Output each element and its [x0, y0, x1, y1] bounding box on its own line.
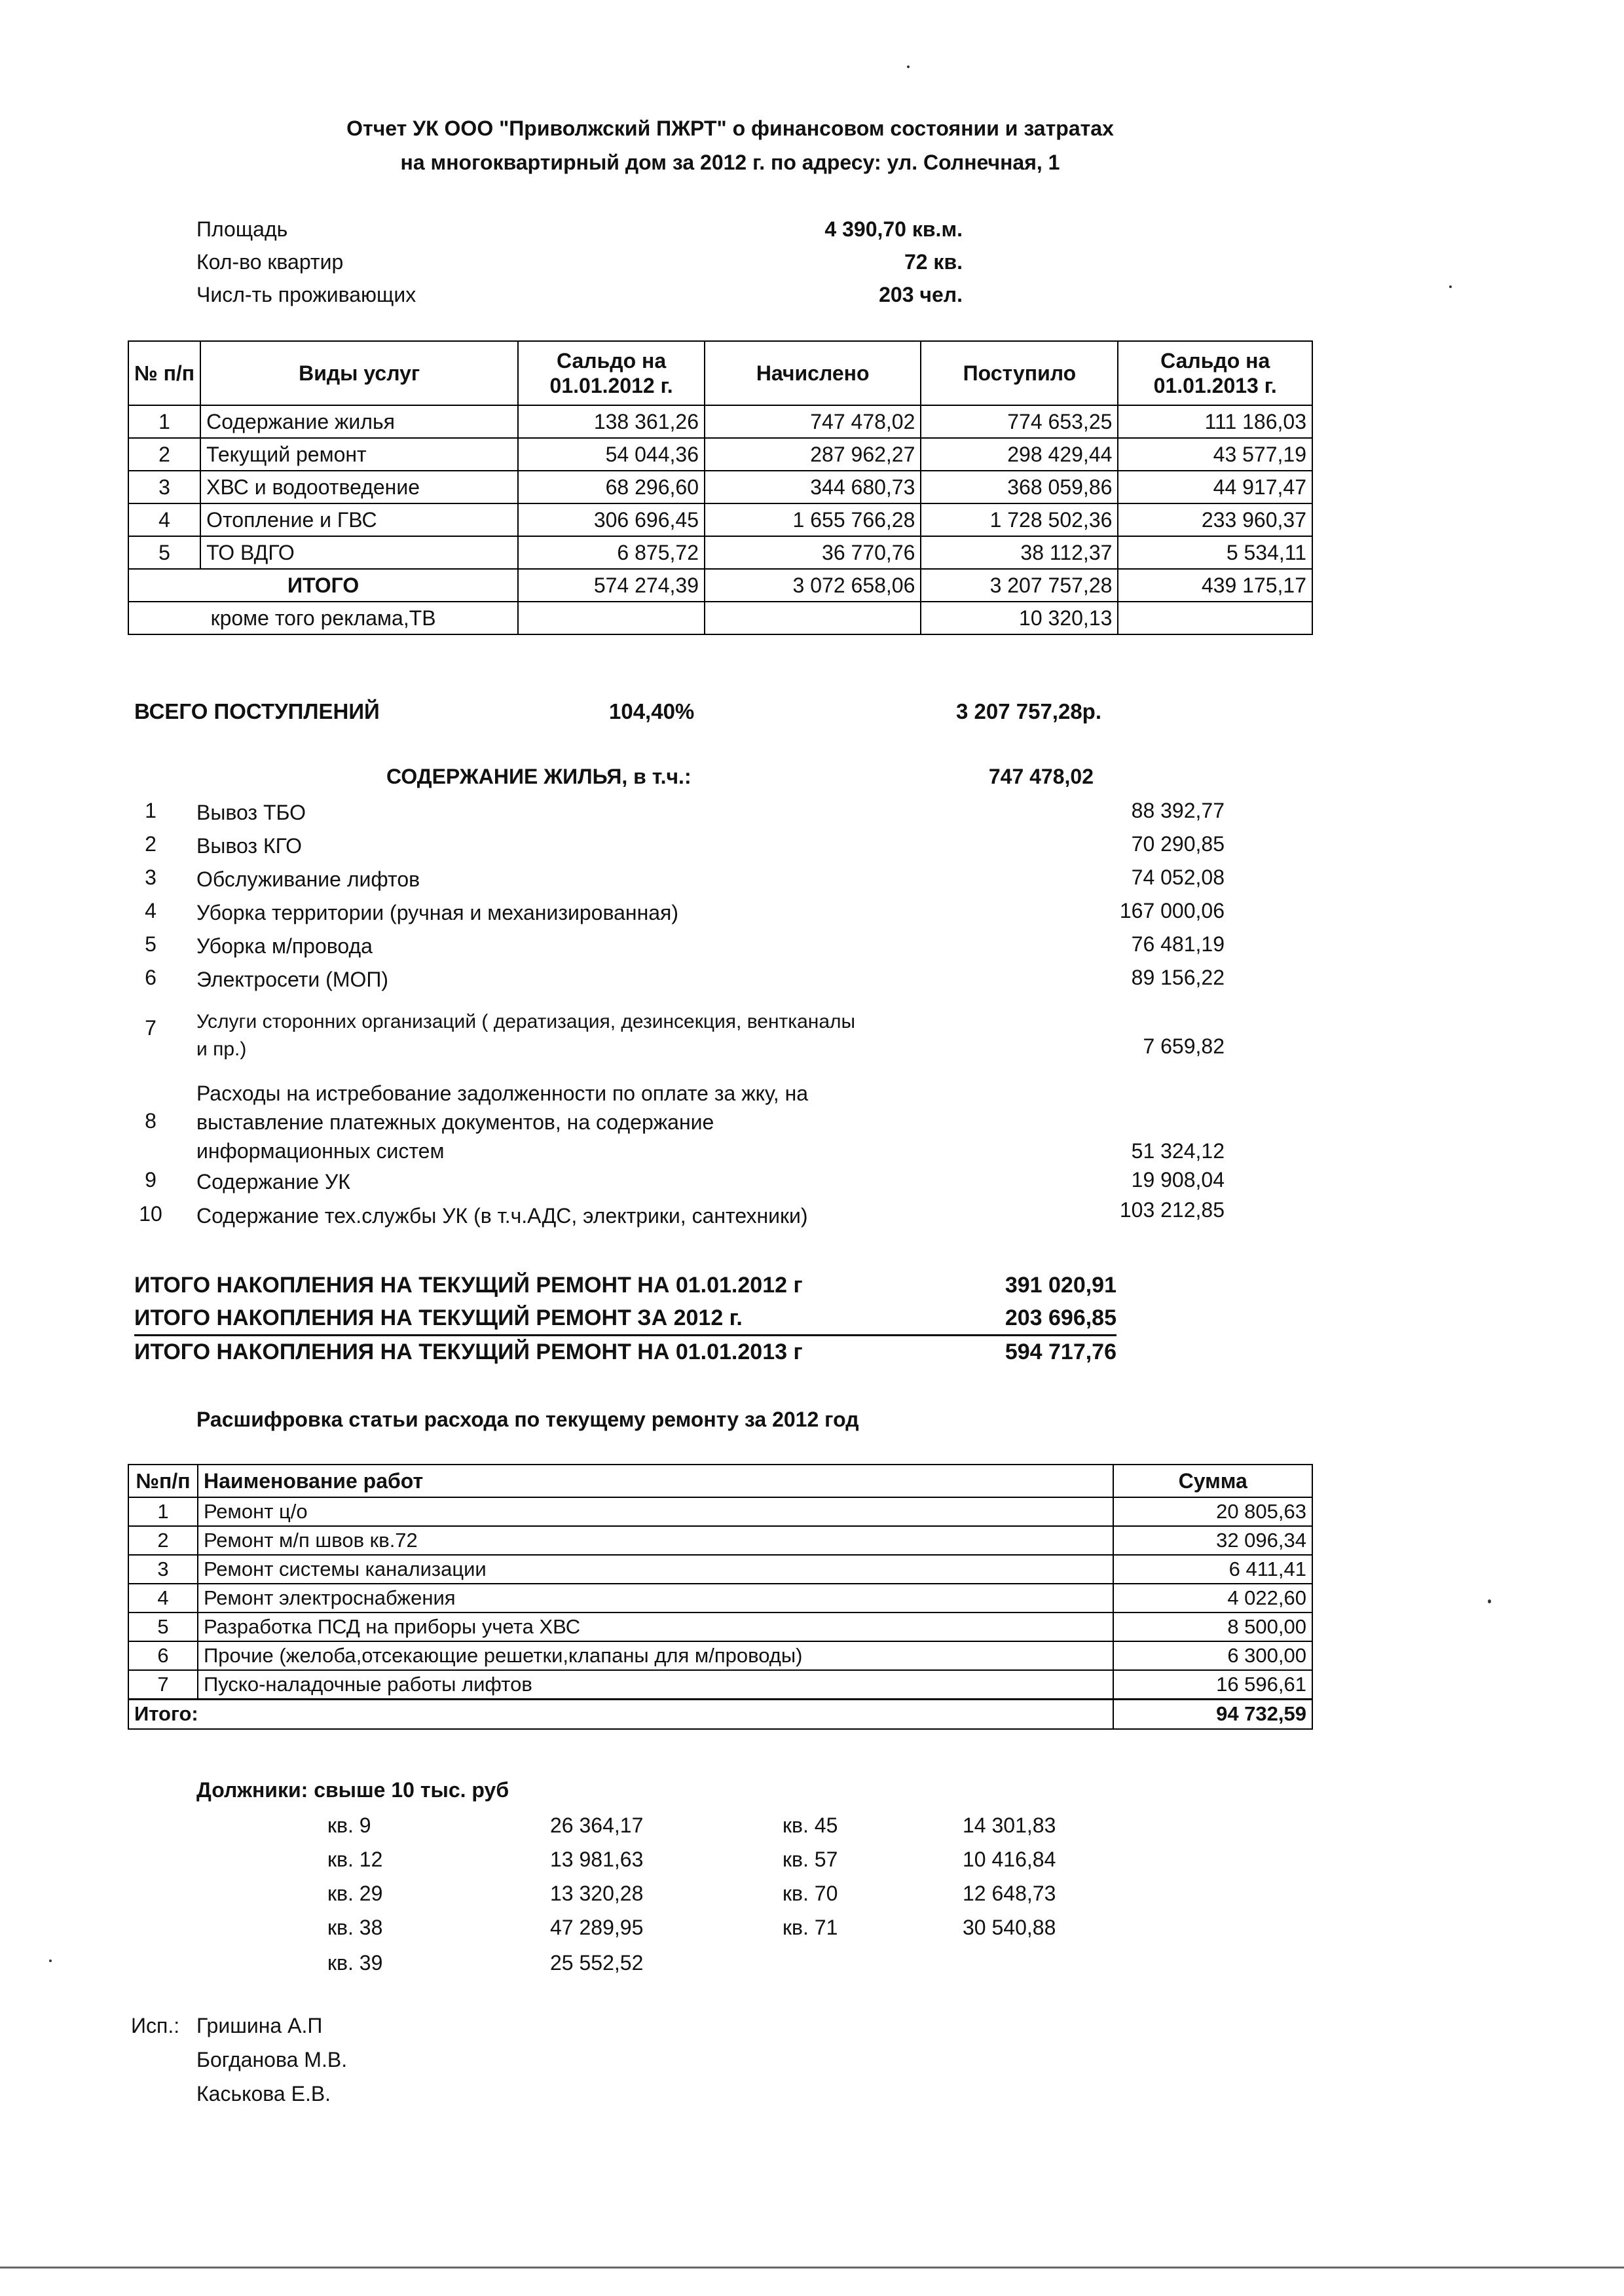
table-row: [128, 405, 1312, 438]
table-row: [128, 1497, 1312, 1526]
cell: 4 022,60: [1113, 1584, 1312, 1613]
item-number: 3: [145, 866, 157, 889]
table-row: [128, 503, 1312, 536]
info-area-value: 4 390,70 кв.м.: [824, 217, 963, 241]
cell: 68 296,60: [518, 471, 705, 503]
debtor-apartment: кв. 29: [327, 1882, 383, 1905]
cell: 43 577,19: [1118, 438, 1312, 471]
scan-speck: [1488, 1599, 1491, 1603]
cell: 233 960,37: [1118, 503, 1312, 536]
maintenance-total: 747 478,02: [988, 765, 1094, 788]
cell: 368 059,86: [921, 471, 1118, 503]
item-number: 4: [145, 899, 157, 922]
repair-title: Расшифровка статьи расхода по текущему ремонту за 2012 год: [196, 1408, 859, 1431]
table-row: [128, 1670, 1312, 1699]
repair-total-value: 94 732,59: [1113, 1699, 1312, 1729]
item-text: Вывоз КГО: [196, 834, 303, 858]
executor-name: Гришина А.П: [196, 2014, 323, 2037]
cell: [518, 602, 705, 634]
item-number: 8: [145, 1109, 157, 1133]
debtor-sum: 30 540,88: [963, 1916, 1056, 1939]
cell: 20 805,63: [1113, 1497, 1312, 1526]
debtor-apartment: кв. 39: [327, 1951, 383, 1975]
item-value: 7 659,82: [1143, 1034, 1225, 1058]
debtor-apartment: кв. 57: [783, 1848, 838, 1871]
cell: Содержание жилья: [200, 405, 518, 438]
col-header-charged: Начислено: [705, 341, 921, 405]
cell: Прочие (желоба,отсекающие решетки,клапаны для м/проводы): [198, 1641, 1113, 1670]
item-number: 9: [145, 1168, 157, 1192]
receipts-amount: 3 207 757,28р.: [956, 699, 1102, 723]
cell: Разработка ПСД на приборы учета ХВС: [198, 1613, 1113, 1641]
debtor-apartment: кв. 45: [783, 1813, 838, 1837]
cell: 287 962,27: [705, 438, 921, 471]
col-header-received: Поступило: [921, 341, 1118, 405]
extra-label: кроме того реклама,ТВ: [128, 602, 518, 634]
table-row: [128, 536, 1312, 569]
debtor-apartment: кв. 12: [327, 1848, 383, 1871]
scan-bottom-edge: [0, 2267, 1624, 2269]
col-header-number: № п/п: [128, 341, 200, 405]
item-value: 103 212,85: [1119, 1198, 1225, 1222]
cell: 5 534,11: [1118, 536, 1312, 569]
extra-received: 10 320,13: [921, 602, 1118, 634]
executors-label: Исп.:: [131, 2014, 180, 2037]
debtor-sum: 14 301,83: [963, 1813, 1056, 1837]
item-text: Электросети (МОП): [196, 968, 389, 991]
cell: Пуско-наладочные работы лифтов: [198, 1670, 1113, 1699]
cell: 54 044,36: [518, 438, 705, 471]
repair-col-sum: Сумма: [1113, 1465, 1312, 1497]
cell: Ремонт ц/о: [198, 1497, 1113, 1526]
table-row: [128, 1613, 1312, 1641]
cell: 3: [128, 1555, 198, 1584]
accumulation-end: [134, 1337, 1116, 1368]
item-text: Уборка м/провода: [196, 934, 373, 958]
cell: 16 596,61: [1113, 1670, 1312, 1699]
debtor-sum: 47 289,95: [550, 1916, 644, 1939]
accumulation-value: 391 020,91: [1005, 1273, 1116, 1298]
debtor-sum: 10 416,84: [963, 1848, 1056, 1871]
item-text: Уборка территории (ручная и механизированная): [196, 901, 679, 924]
report-title-line2: на многоквартирный дом за 2012 г. по адресу: ул. Солнечная, 1: [400, 151, 1060, 174]
table-row: [128, 471, 1312, 503]
item-number: 5: [145, 932, 157, 956]
cell: 6 300,00: [1113, 1641, 1312, 1670]
receipts-percent: 104,40%: [609, 699, 695, 723]
accumulation-label: ИТОГО НАКОПЛЕНИЯ НА ТЕКУЩИЙ РЕМОНТ НА 01.01.2012 г: [134, 1273, 803, 1298]
report-title-line1: Отчет УК ООО "Приволжский ПЖРТ" о финансовом состоянии и затратах: [346, 117, 1114, 140]
item-number: 7: [145, 1016, 157, 1040]
info-residents-value: 203 чел.: [879, 283, 963, 306]
info-apartments-value: 72 кв.: [904, 250, 963, 274]
debtor-sum: 12 648,73: [963, 1882, 1056, 1905]
accumulation-start: [134, 1270, 1116, 1302]
table-row: [128, 438, 1312, 471]
cell: 36 770,76: [705, 536, 921, 569]
debtor-apartment: кв. 71: [783, 1916, 838, 1939]
total-label: ИТОГО: [128, 569, 518, 602]
total-received: 3 207 757,28: [921, 569, 1118, 602]
item-number: 2: [145, 832, 157, 856]
repair-total-label: Итого:: [128, 1699, 1113, 1729]
cell: 774 653,25: [921, 405, 1118, 438]
col-header-balance-start: Сальдо на 01.01.2012 г.: [518, 341, 705, 405]
item-value: 76 481,19: [1131, 932, 1225, 956]
debtor-sum: 13 981,63: [550, 1848, 644, 1871]
cell: 344 680,73: [705, 471, 921, 503]
cell: ХВС и водоотведение: [200, 471, 518, 503]
cell: 747 478,02: [705, 405, 921, 438]
info-residents-label: Числ-ть проживающих: [196, 283, 416, 306]
debtor-sum: 26 364,17: [550, 1813, 644, 1837]
table-total-row: [128, 569, 1312, 602]
repair-col-number: №п/п: [128, 1465, 198, 1497]
cell: 5: [128, 536, 200, 569]
info-area-label: Площадь: [196, 217, 288, 241]
repair-col-name: Наименование работ: [198, 1465, 1113, 1497]
cell: 7: [128, 1670, 198, 1699]
cell: 306 696,45: [518, 503, 705, 536]
accumulation-label: ИТОГО НАКОПЛЕНИЯ НА ТЕКУЩИЙ РЕМОНТ НА 01.01.2013 г: [134, 1339, 803, 1364]
debtor-sum: 25 552,52: [550, 1951, 644, 1975]
debtor-apartment: кв. 9: [327, 1813, 371, 1837]
item-value: 51 324,12: [1131, 1139, 1225, 1163]
item-text: Расходы на истребование задолженности по оплате за жку, на выставление платежных документов, на содержание информационных систем: [196, 1082, 809, 1163]
debtor-apartment: кв. 38: [327, 1916, 383, 1939]
item-text: Содержание тех.службы УК (в т.ч.АДС, электрики, сантехники): [196, 1204, 808, 1228]
debtor-sum: 13 320,28: [550, 1882, 644, 1905]
cell: [1118, 602, 1312, 634]
table-extra-row: [128, 602, 1312, 634]
accumulation-year: [134, 1303, 1116, 1336]
item-text: Содержание УК: [196, 1170, 350, 1194]
cell: 8 500,00: [1113, 1613, 1312, 1641]
repair-header-row: [128, 1465, 1312, 1497]
item-value: 88 392,77: [1131, 799, 1225, 822]
cell: 111 186,03: [1118, 405, 1312, 438]
cell: 38 112,37: [921, 536, 1118, 569]
executor-name: Богданова М.В.: [196, 2048, 348, 2071]
cell: 6: [128, 1641, 198, 1670]
cell: 6 411,41: [1113, 1555, 1312, 1584]
item-number: 10: [139, 1202, 162, 1226]
cell: 2: [128, 1526, 198, 1555]
cell: Ремонт м/п швов кв.72: [198, 1526, 1113, 1555]
executor-name: Каськова Е.В.: [196, 2082, 331, 2105]
cell: 6 875,72: [518, 536, 705, 569]
item-value: 74 052,08: [1131, 866, 1225, 889]
cell: 44 917,47: [1118, 471, 1312, 503]
table-row: [128, 1526, 1312, 1555]
cell: Отопление и ГВС: [200, 503, 518, 536]
maintenance-title: СОДЕРЖАНИЕ ЖИЛЬЯ, в т.ч.:: [386, 765, 692, 788]
total-balance-end: 439 175,17: [1118, 569, 1312, 602]
table-row: [128, 1584, 1312, 1613]
col-header-balance-end: Сальдо на 01.01.2013 г.: [1118, 341, 1312, 405]
cell: Текущий ремонт: [200, 438, 518, 471]
scan-speck: [49, 1959, 52, 1962]
repair-total-row: [128, 1699, 1312, 1729]
cell: 1 728 502,36: [921, 503, 1118, 536]
col-header-service: Виды услуг: [200, 341, 518, 405]
accumulation-value: 203 696,85: [1005, 1305, 1116, 1330]
cell: 4: [128, 503, 200, 536]
item-number: 1: [145, 799, 157, 822]
cell: Ремонт системы канализации: [198, 1555, 1113, 1584]
debtor-apartment: кв. 70: [783, 1882, 838, 1905]
cell: 3: [128, 471, 200, 503]
item-value: 70 290,85: [1131, 832, 1225, 856]
table-header-row: [128, 341, 1312, 405]
item-text: Вывоз ТБО: [196, 801, 306, 824]
cell: 4: [128, 1584, 198, 1613]
cell: ТО ВДГО: [200, 536, 518, 569]
cell: 32 096,34: [1113, 1526, 1312, 1555]
cell: 1 655 766,28: [705, 503, 921, 536]
scan-speck: [1449, 285, 1452, 288]
item-number: 6: [145, 966, 157, 989]
cell: 138 361,26: [518, 405, 705, 438]
item-value: 89 156,22: [1131, 966, 1225, 989]
table-row: [128, 1641, 1312, 1670]
accumulation-value: 594 717,76: [1005, 1339, 1116, 1364]
repair-table: [128, 1464, 1313, 1730]
cell: 2: [128, 438, 200, 471]
cell: 5: [128, 1613, 198, 1641]
item-text: Услуги сторонних организаций ( дератизация, дезинсекция, вентканалы и пр.): [196, 1011, 856, 1060]
total-charged: 3 072 658,06: [705, 569, 921, 602]
scan-speck: [907, 65, 910, 68]
cell: 1: [128, 1497, 198, 1526]
cell: 1: [128, 405, 200, 438]
item-value: 19 908,04: [1131, 1168, 1225, 1192]
table-row: [128, 1555, 1312, 1584]
cell: Ремонт электроснабжения: [198, 1584, 1113, 1613]
services-table: [128, 340, 1313, 635]
accumulation-label: ИТОГО НАКОПЛЕНИЯ НА ТЕКУЩИЙ РЕМОНТ ЗА 2012 г.: [134, 1305, 743, 1330]
cell: 298 429,44: [921, 438, 1118, 471]
cell: [705, 602, 921, 634]
receipts-label: ВСЕГО ПОСТУПЛЕНИЙ: [134, 699, 380, 723]
total-balance-start: 574 274,39: [518, 569, 705, 602]
info-apartments-label: Кол-во квартир: [196, 250, 344, 274]
item-value: 167 000,06: [1119, 899, 1225, 922]
item-text: Обслуживание лифтов: [196, 867, 420, 891]
debtors-title: Должники: свыше 10 тыс. руб: [196, 1778, 509, 1802]
